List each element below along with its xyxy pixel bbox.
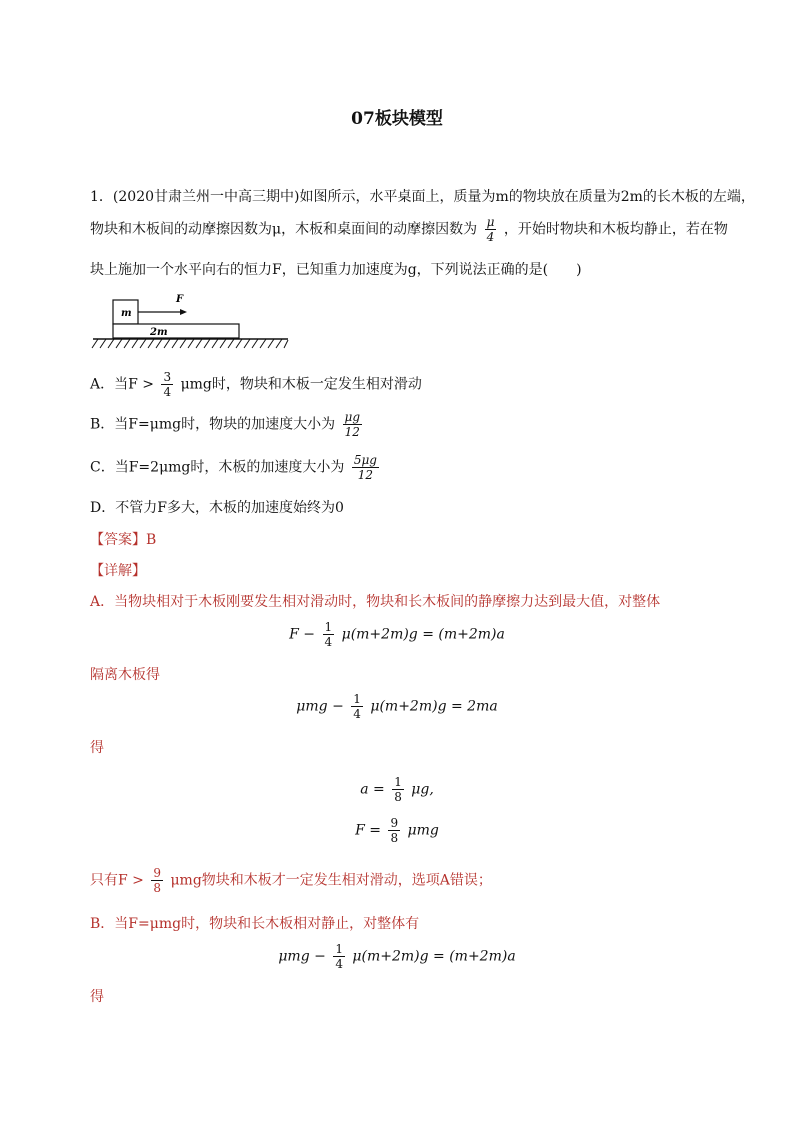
equation-4-fraction <box>388 816 400 845</box>
fraction-denominator: 4 <box>335 957 343 971</box>
fraction-numerator: 9 <box>153 866 161 880</box>
equation-5 <box>0 942 794 971</box>
question-line-1 <box>90 186 755 206</box>
board-label: 2m <box>150 327 168 338</box>
equation-4-left: F = <box>355 822 381 839</box>
option-c-prefix: C．当F=2μmg时，木板的加速度大小为 <box>90 459 345 476</box>
option-b <box>90 410 365 439</box>
equation-2-right: μ(m+2m)g = 2ma <box>370 698 498 715</box>
block-label: m <box>121 308 132 319</box>
equation-5-right: μ(m+2m)g = (m+2m)a <box>352 948 516 965</box>
equation-3 <box>0 775 794 804</box>
question-text-2b: ，开始时物块和木板均静止，若在物 <box>503 221 728 238</box>
question-text-1: (2020甘肃兰州一中高三期中)如图所示，水平桌面上，质量为m的物块放在质量为2m的长木板的左端， <box>112 189 755 205</box>
question-line-3: 块上施加一个水平向右的恒力F，已知重力加速度为g，下列说法正确的是( ) <box>90 262 582 278</box>
fraction-numerator: 1 <box>324 620 333 634</box>
option-a <box>90 370 422 399</box>
detail-label: 【详解】 <box>90 563 146 579</box>
option-a-prefix: A．当F > <box>90 376 155 393</box>
option-c-fraction <box>352 453 379 482</box>
equation-1-fraction <box>323 620 335 649</box>
equation-1-left: F − <box>289 626 316 643</box>
answer-label: 【答案】B <box>90 532 157 548</box>
mu-over-4-fraction <box>485 215 497 244</box>
fraction-denominator: 12 <box>357 468 374 482</box>
fraction-denominator: 4 <box>486 230 495 244</box>
de-text-1: 得 <box>90 740 104 756</box>
only-when-prefix: 只有F > <box>90 872 144 889</box>
only-when-suffix: μmg物块和木板才一定发生相对滑动，选项A错误； <box>170 872 492 889</box>
question-number: 1． <box>90 189 113 205</box>
equation-1 <box>0 620 794 649</box>
ground-hatching <box>92 339 288 348</box>
equation-2 <box>0 692 794 721</box>
force-label: F <box>176 294 184 305</box>
equation-2-fraction <box>351 692 363 721</box>
fraction-numerator: 3 <box>163 370 172 384</box>
fraction-numerator: 9 <box>390 816 399 830</box>
question-line-2 <box>90 215 728 244</box>
option-b-fraction <box>343 410 362 439</box>
fraction-numerator: 1 <box>394 775 402 789</box>
fraction-denominator: 8 <box>394 790 402 804</box>
equation-1-right: μ(m+2m)g = (m+2m)a <box>341 626 505 643</box>
option-d: D．不管力F多大，木板的加速度始终为0 <box>90 500 344 516</box>
option-a-fraction <box>161 370 173 399</box>
equation-4 <box>0 816 794 845</box>
fraction-denominator: 4 <box>353 707 361 721</box>
equation-4-right: μmg <box>407 822 439 839</box>
fraction-denominator: 4 <box>163 385 172 399</box>
fraction-denominator: 12 <box>344 425 360 439</box>
equation-3-right: μg, <box>411 781 434 798</box>
equation-3-fraction <box>392 775 404 804</box>
solution-b-intro: B．当F=μmg时，物块和长木板相对静止，对整体有 <box>90 916 420 932</box>
board-2m <box>113 324 239 338</box>
equation-5-fraction <box>333 942 345 971</box>
fraction-numerator: 5μg <box>353 453 377 467</box>
block-board-figure <box>90 288 290 352</box>
fraction-numerator: μg <box>344 410 361 424</box>
option-a-suffix: μmg时，物块和木板一定发生相对滑动 <box>180 376 422 393</box>
only-when-text <box>90 866 492 895</box>
fraction-numerator: 1 <box>353 692 361 706</box>
equation-3-left: a = <box>360 781 385 798</box>
option-c <box>90 453 382 482</box>
option-b-prefix: B．当F=μmg时，物块的加速度大小为 <box>90 416 336 433</box>
fraction-numerator: μ <box>486 215 495 229</box>
isolate-board-text: 隔离木板得 <box>90 667 160 683</box>
fraction-denominator: 8 <box>390 831 399 845</box>
de-text-2: 得 <box>90 989 104 1005</box>
fraction-denominator: 8 <box>153 881 161 895</box>
fraction-denominator: 4 <box>324 635 333 649</box>
equation-5-left: μmg − <box>278 948 326 965</box>
equation-2-left: μmg − <box>296 698 344 715</box>
solution-a-intro: A．当物块相对于木板刚要发生相对滑动时，物块和长木板间的静摩擦力达到最大值，对整体 <box>90 594 661 610</box>
fraction-numerator: 1 <box>335 942 343 956</box>
only-when-fraction <box>151 866 163 895</box>
question-text-2a: 物块和木板间的动摩擦因数为μ，木板和桌面间的动摩擦因数为 <box>90 221 478 238</box>
force-arrow-head <box>180 309 187 315</box>
page-title: 07板块模型 <box>351 109 443 129</box>
